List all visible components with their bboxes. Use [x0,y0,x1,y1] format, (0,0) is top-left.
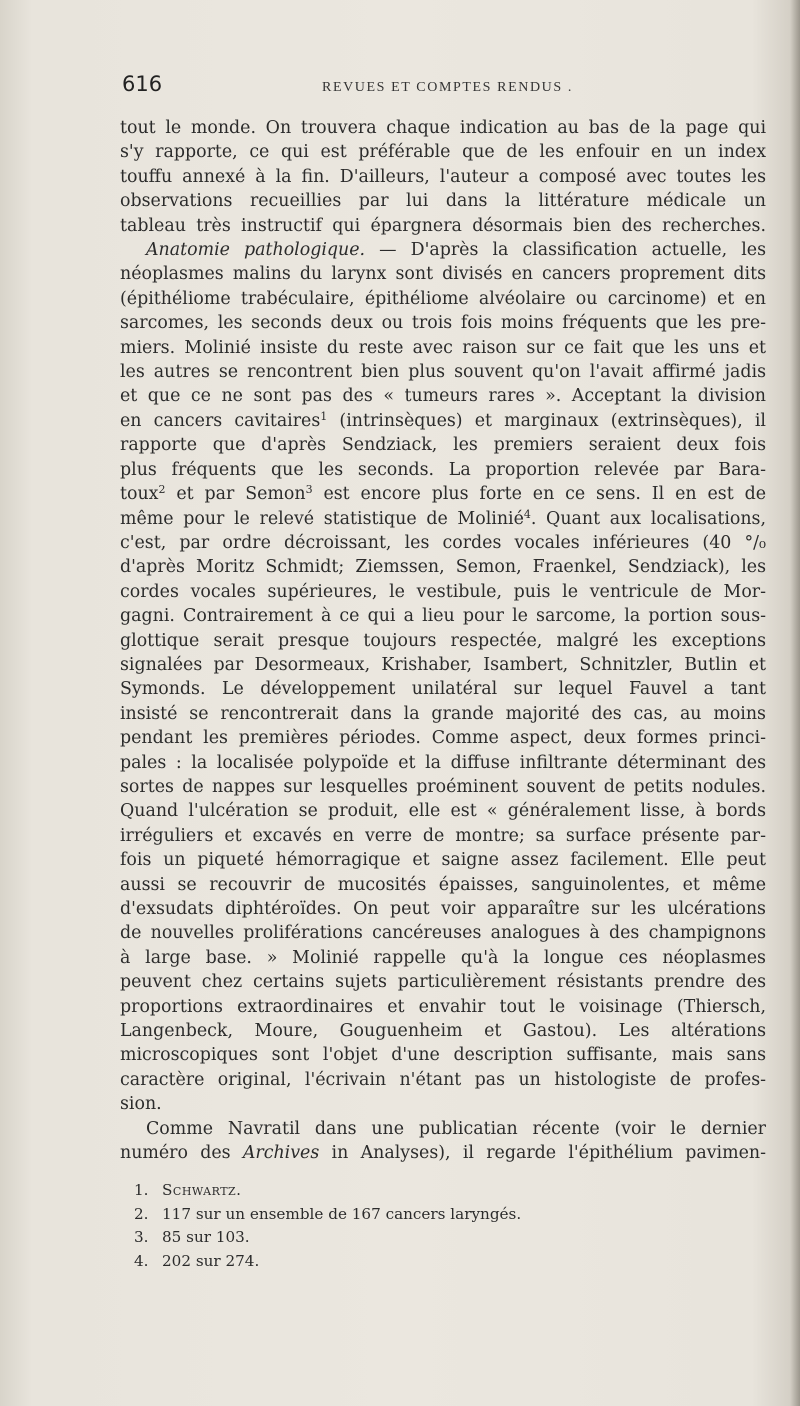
text-line: c'est, par ordre décroissant, les cordes vocales inférieures (40 °/₀ [120,532,766,553]
text-line: proportions extraordinaires et envahir tout le voisinage (Thiersch, [120,996,766,1017]
text-line: Symonds. Le développement unilatéral sur lequel Fauvel a tant [120,679,766,700]
text-line [120,1141,766,1165]
text-line: observations recueillies par lui dans la littérature médicale un [120,191,766,212]
text-line: sion. [120,1094,162,1115]
footnote-ref[interactable]: 3 [305,483,313,497]
text-line: gagni. Contrairement à ce qui a lieu pour le sarcome, la portion sous- [120,606,766,627]
paragraph-first-line [120,238,766,262]
text-line: et que ce ne sont pas des « tumeurs rares ». Acceptant la division [120,386,766,407]
section-heading: Anatomie pathologique. [146,240,366,261]
text-line: miers. Molinié insiste du reste avec raison sur ce fait que les uns et [120,337,766,358]
footnote-text: 117 sur un ensemble de 167 cancers laryngés. [162,1204,522,1223]
page-number: 616 [122,72,163,96]
text-fragment: en cancers cavitaires [120,410,321,431]
text-line: néoplasmes malins du larynx sont divisés en cancers proprement dits [120,264,766,285]
text-line: irréguliers et excavés en verre de montre; sa surface présente par- [120,825,766,846]
text-line: glottique serait presque toujours respectée, malgré les exceptions [120,630,766,651]
text-line: rapporte que d'après Sendziack, les premiers seraient deux fois [120,435,766,456]
text-fragment: — D'après la classification actuelle, les [365,240,766,261]
text-line: (épithéliome trabéculaire, épithéliome alvéolaire ou carcinome) et en [120,288,766,309]
footnote [134,1226,754,1250]
text-line: Quand l'ulcération se produit, elle est « généralement lisse, à bords [120,801,766,822]
text-line [120,482,766,506]
text-line: aussi se recouvrir de mucosités épaisses, sanguinolentes, et même [120,874,766,895]
footnote-number: 3. [134,1228,149,1246]
text-fragment: même pour le relevé statistique de Molinié [120,508,524,529]
text-line: fois un piqueté hémorragique et saigne assez facilement. Elle peut [120,850,766,871]
text-line: tableau très instructif qui épargnera désormais bien des recherches. [120,215,766,236]
text-line: touffu annexé à la fin. D'ailleurs, l'auteur a composé avec toutes les [120,166,766,187]
text-line [120,409,766,433]
footnote-ref[interactable]: 1 [320,409,328,423]
footnote-text: 202 sur 274. [162,1251,260,1270]
footnote-ref[interactable]: 4 [523,507,531,521]
footnote [134,1250,754,1274]
journal-title: Archives [242,1143,320,1164]
footnote [134,1179,754,1203]
text-line: insisté se rencontrerait dans la grande majorité des cas, au moins [120,703,766,724]
text-line: tout le monde. On trouvera chaque indication au bas de la page qui [120,118,766,138]
text-line: sortes de nappes sur lesquelles proéminent souvent de petits nodules. [120,776,766,797]
text-line [120,507,766,531]
footnote-ref[interactable]: 2 [158,483,166,497]
running-head: REVUES ET COMPTES RENDUS . [322,80,573,95]
footnote [134,1203,754,1227]
text-line: microscopiques sont l'objet d'une description suffisante, mais sans [120,1045,766,1066]
page-edge-shadow [790,0,800,1406]
body-text [120,116,766,1165]
text-fragment: . Quant aux localisations, [530,508,766,529]
footnotes [134,1179,754,1273]
text-line: d'exsudats diphtéroïdes. On peut voir apparaître sur les ulcérations [120,899,766,919]
text-line: s'y rapporte, ce qui est préférable que de les enfouir en un index [120,142,766,163]
footnote-text: Schwartz. [162,1181,242,1199]
text-fragment: in Analyses), il regarde l'épithélium pavimen- [319,1143,766,1164]
text-line: à large base. » Molinié rappelle qu'à la longue ces néoplasmes [120,947,766,968]
text-fragment: numéro des [120,1143,243,1164]
page-header [122,72,762,106]
text-line: de nouvelles proliférations cancéreuses analogues à des champignons [120,923,766,944]
text-fragment: (intrinsèques) et marginaux (extrinsèques), il [327,410,766,431]
text-line: sarcomes, les seconds deux ou trois fois moins fréquents que les pre- [120,313,766,334]
text-line: signalées par Desormeaux, Krishaber, Isambert, Schnitzler, Butlin et [120,654,766,675]
text-line: plus fréquents que les seconds. La proportion relevée par Bara- [120,459,766,480]
footnote-number: 4. [134,1251,149,1270]
text-line: Langenbeck, Moure, Gouguenheim et Gastou). Les altérations [120,1021,766,1042]
text-line: peuvent chez certains sujets particulièrement résistants prendre des [120,972,766,993]
footnote-text: 85 sur 103. [162,1228,250,1246]
text-line: caractère original, l'écrivain n'étant pas un histologiste de profes- [120,1069,766,1090]
paragraph-first-line: Comme Navratil dans une publicatian récente (voir le dernier [146,1118,766,1139]
footnote-number: 1. [134,1181,149,1199]
text-fragment: et par Semon [165,484,306,505]
text-fragment: toux [120,484,159,505]
footnote-number: 2. [134,1204,149,1223]
text-line: cordes vocales supérieures, le vestibule, puis le ventricule de Mor- [120,581,766,602]
text-line: d'après Moritz Schmidt; Ziemssen, Semon, Fraenkel, Sendziack), les [120,557,766,578]
text-line: pales : la localisée polypoïde et la diffuse infiltrante déterminant des [120,752,766,773]
text-fragment: est encore plus forte en ce sens. Il en est de [312,484,766,505]
text-line: pendant les premières périodes. Comme aspect, deux formes princi- [120,728,766,749]
text-line: les autres se rencontrent bien plus souvent qu'on l'avait affirmé jadis [120,362,766,383]
